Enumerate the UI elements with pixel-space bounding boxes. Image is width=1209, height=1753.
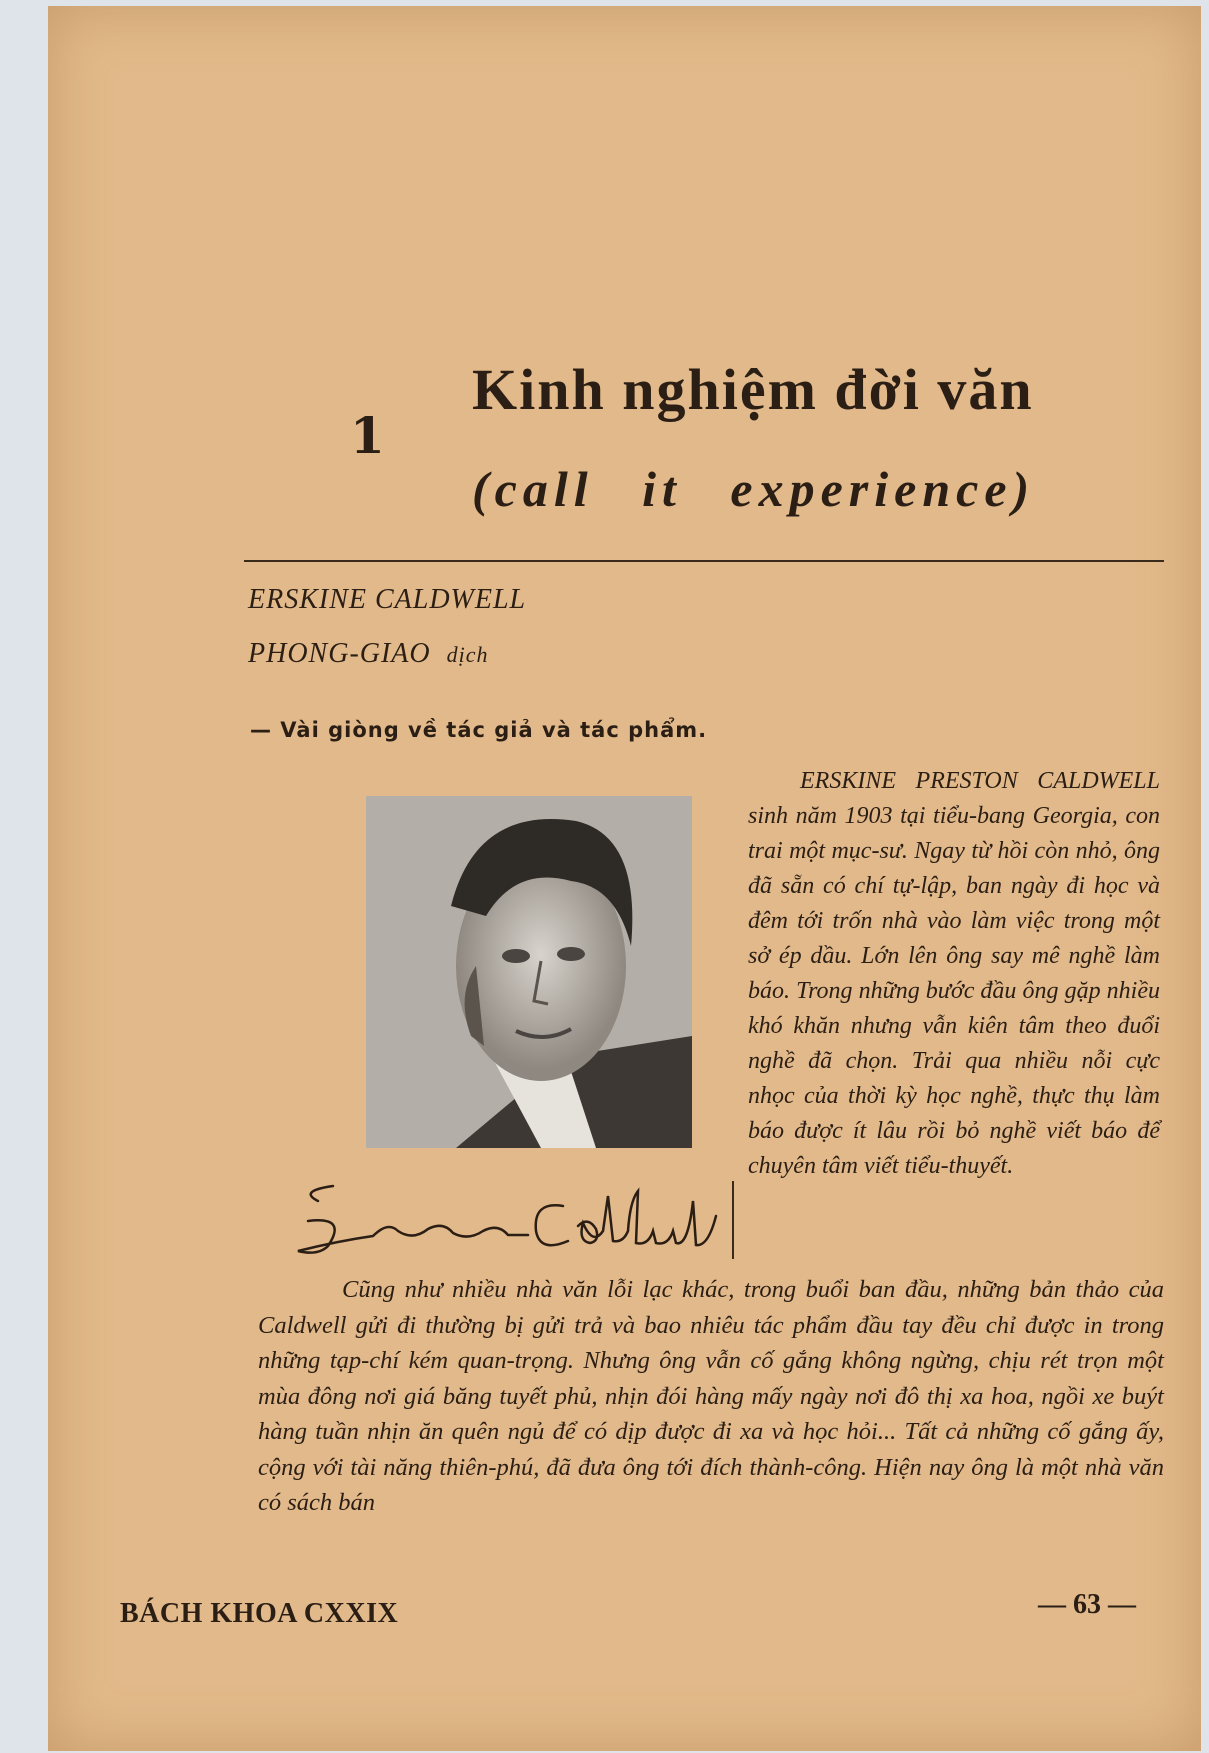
intro-heading: — Vài giòng về tác giả và tác phẩm. bbox=[250, 718, 708, 742]
publication-name: BÁCH KHOA CXXIX bbox=[120, 1598, 399, 1629]
article-body: Cũng như nhiều nhà văn lỗi lạc khác, trong buổi ban đầu, những bản thảo của Caldwell gửi đi thường bị gửi trả và bao nhiêu tác phẩm đầu tay đều chỉ được in trong những tạp-chí kém quan-trọng. Nhưng ông vẫn cố gắng không ngừng, chịu rét trọn một mùa đông nơi giá băng tuyết phủ, nhịn đói hàng mấy ngày nơi đô thị xa hoa, ngồi xe buýt hàng tuần nhịn ăn quên ngủ để có dịp được đi xa và học hỏi... Tất cả những cố gắng ấy, cộng với tài năng thiên-phú, đã đưa ông tới đích thành-công. Hiện nay ông là một nhà văn có sách bán bbox=[258, 1276, 1164, 1516]
chapter-number: 1 bbox=[350, 406, 385, 465]
title-divider bbox=[244, 560, 1164, 562]
author-portrait-icon bbox=[366, 796, 692, 1148]
article-subtitle: (call it experience) bbox=[472, 461, 1036, 517]
bio-text: ERSKINE PRESTON CALDWELL sinh năm 1903 tại tiểu-bang Georgia, con trai một mục-sư. Ngay từ hồi còn nhỏ, ông đã sẵn có chí tự-lập, ban ngày đi học và đêm tới trốn nhà vào làm việc trong một sở ép dầu. Lớn lên ông say mê nghề làm báo. Trong những bước đầu ông gặp nhiều khó khăn nhưng vẫn kiên tâm theo đuổi nghề đã chọn. Trải qua nhiều nỗi cực nhọc của thời kỳ học nghề, thực thụ làm báo được ít lâu rồi bỏ nghề viết báo để chuyên tâm viết tiểu-thuyết. bbox=[748, 768, 1160, 1179]
signature-bar bbox=[732, 1181, 734, 1259]
translator-suffix: dịch bbox=[446, 642, 489, 667]
author-name: ERSKINE CALDWELL bbox=[248, 584, 527, 615]
translator-name: PHONG-GIAO bbox=[248, 638, 431, 669]
document-page bbox=[48, 6, 1201, 1751]
page-number: — 63 — bbox=[1038, 1589, 1136, 1620]
translator-line bbox=[248, 638, 489, 670]
article-title: Kinh nghiệm đời văn bbox=[472, 357, 1034, 422]
author-bio bbox=[748, 764, 1160, 1184]
handwritten-signature-icon bbox=[278, 1161, 748, 1271]
